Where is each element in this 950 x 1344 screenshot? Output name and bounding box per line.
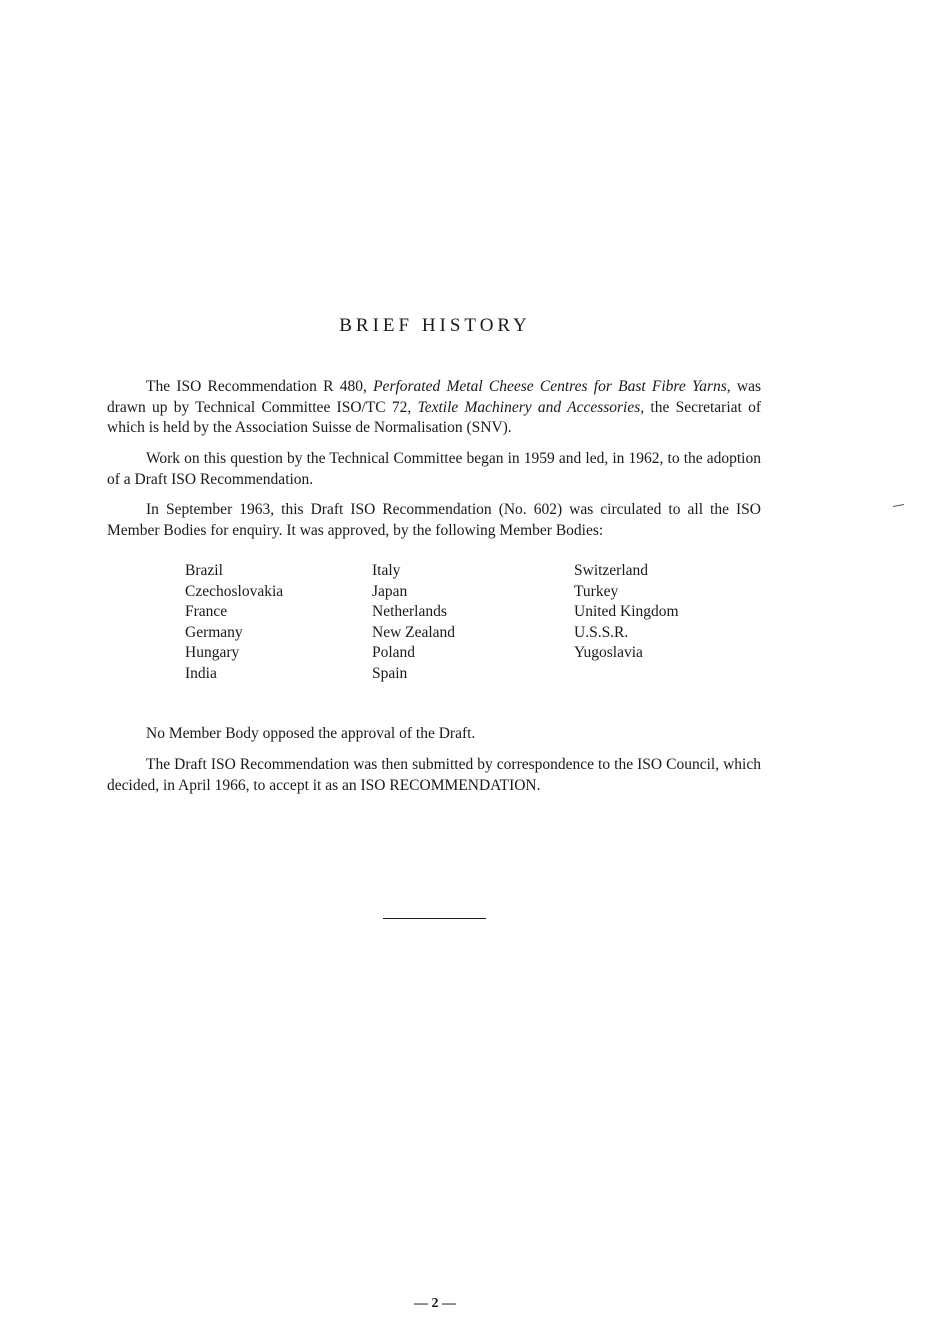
member-body: Hungary [185,644,240,661]
paragraph-3-text: In September 1963, this Draft ISO Recommendation (No. 602) was circulated to all the ISO Member Bodies for enquiry. It was approved, by the following Member Bodies: [107,501,761,539]
member-body: India [185,664,217,682]
member-body: U.S.S.R. [574,623,629,641]
member-body: Brazil [185,562,223,579]
committee-title: Textile Machinery and Accessories [417,398,641,416]
history-paragraph-2 [107,449,761,490]
member-body: Poland [372,644,416,661]
history-paragraph-1 [107,377,761,439]
member-body: Netherlands [372,603,447,620]
margin-mark [893,504,904,507]
member-body: Spain [372,664,408,682]
paragraph-1-text-end: , the Secretariat of which is held by the Association Suisse de Normalisation (SNV). [107,398,761,436]
paragraph-1-text-start: The ISO Recommendation R 480, [146,378,374,395]
member-body: New Zealand [372,623,456,641]
member-body: Yugoslavia [574,644,643,661]
section-divider [383,918,486,919]
member-body: Italy [372,562,401,579]
member-bodies-list [185,561,785,691]
member-body: Germany [185,623,243,641]
page-title: BRIEF HISTORY [339,315,531,336]
history-paragraph-4 [107,724,761,745]
paragraph-5-text: The Draft ISO Recommendation was then submitted by correspondence to the ISO Council, which decided, in April 1966, to accept it as an ISO RECOMMENDATION. [107,756,761,794]
recommendation-title: Perforated Metal Cheese Centres for Bast Fibre Yarns, [373,378,731,395]
paragraph-2-text: Work on this question by the Technical Committee began in 1959 and led, in 1962, to the adoption of a Draft ISO Recommendation. [107,450,761,488]
member-body: France [185,603,228,620]
member-body: Czechoslovakia [185,582,284,600]
member-bodies-column-2 [372,561,455,684]
history-paragraph-3 [107,500,761,541]
history-paragraph-5 [107,755,761,796]
member-body: Switzerland [574,562,649,579]
paragraph-4-text: No Member Body opposed the approval of the Draft. [146,725,476,742]
member-body: Japan [372,582,408,600]
paragraph-1-text-middle: was drawn up by Technical Committee ISO/TC 72, [107,378,762,416]
member-body: United Kingdom [574,603,679,620]
member-bodies-column-3 [574,561,679,664]
page-number: — 2 — [414,1296,456,1311]
member-body: Turkey [574,582,619,600]
member-bodies-column-1 [185,561,283,684]
